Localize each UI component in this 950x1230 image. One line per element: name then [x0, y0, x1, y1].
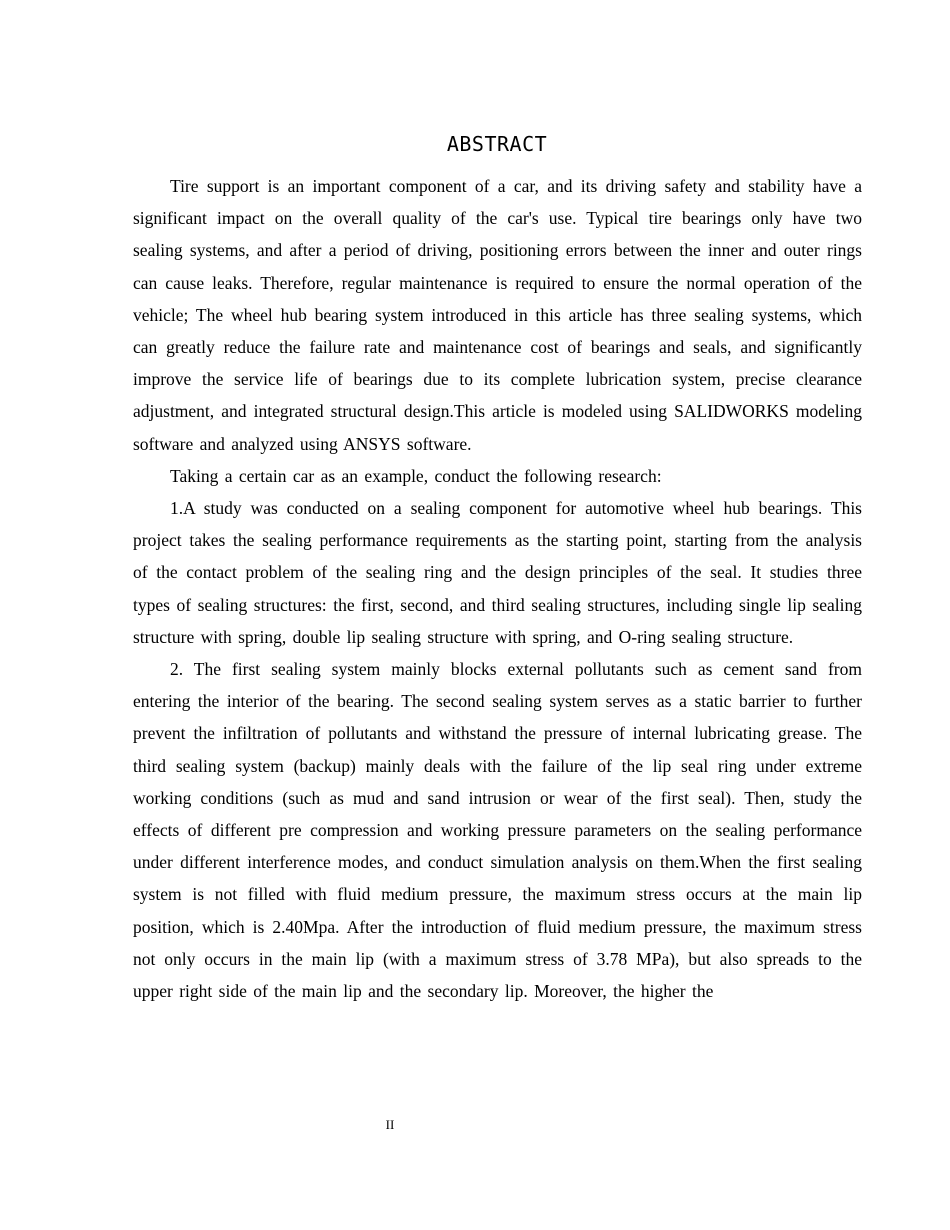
paragraph-research-lead: Taking a certain car as an example, conduct the following research: — [170, 465, 662, 486]
page-number: II — [385, 1117, 395, 1132]
abstract-heading: ABSTRACT — [446, 132, 548, 156]
paragraph-point-2: 2. The first sealing system mainly blocks external pollutants such as cement sand from entering the interior of the bearing. The second sealing system serves as a static barrier to further prevent the infiltration of pollutants and withstand the pressure of internal lubricating grease. The third sealing system (backup) mainly deals with the failure of the lip seal ring under extreme working conditions (such as mud and sand intrusion or wear of the first seal). Then, study the effects of different pre compression and working pressure parameters on the sealing performance under different interference modes, and conduct simulation analysis on them.When the first sealing system is not filled with fluid medium pressure, the maximum stress occurs at the main lip position, which is 2.40Mpa. After the introduction of fluid medium pressure, the maximum stress not only occurs in the main lip (with a maximum stress of 3.78 MPa), but also spreads to the upper right side of the main lip and the secondary lip. Moreover, the higher the — [133, 659, 862, 1002]
paragraph-point-1: 1.A study was conducted on a sealing component for automotive wheel hub bearings. This project takes the sealing performance requirements as the starting point, starting from the analysis of the contact problem of the sealing ring and the design principles of the seal. It studies three types of sealing structures: the first, second, and third sealing structures, including single lip sealing structure with spring, double lip sealing structure with spring, and O-ring sealing structure. — [133, 498, 862, 647]
abstract-body — [133, 170, 862, 1007]
paragraph-intro: Tire support is an important component of a car, and its driving safety and stability have a significant impact on the overall quality of the car's use. Typical tire bearings only have two sealing systems, and after a period of driving, positioning errors between the inner and outer rings can cause leaks. Therefore, regular maintenance is required to ensure the normal operation of the vehicle; The wheel hub bearing system introduced in this article has three sealing systems, which can greatly reduce the failure rate and maintenance cost of bearings and seals, and significantly improve the service life of bearings due to its complete lubrication system, precise clearance adjustment, and integrated structural design.This article is modeled using SALIDWORKS modeling software and analyzed using ANSYS software. — [133, 176, 862, 454]
